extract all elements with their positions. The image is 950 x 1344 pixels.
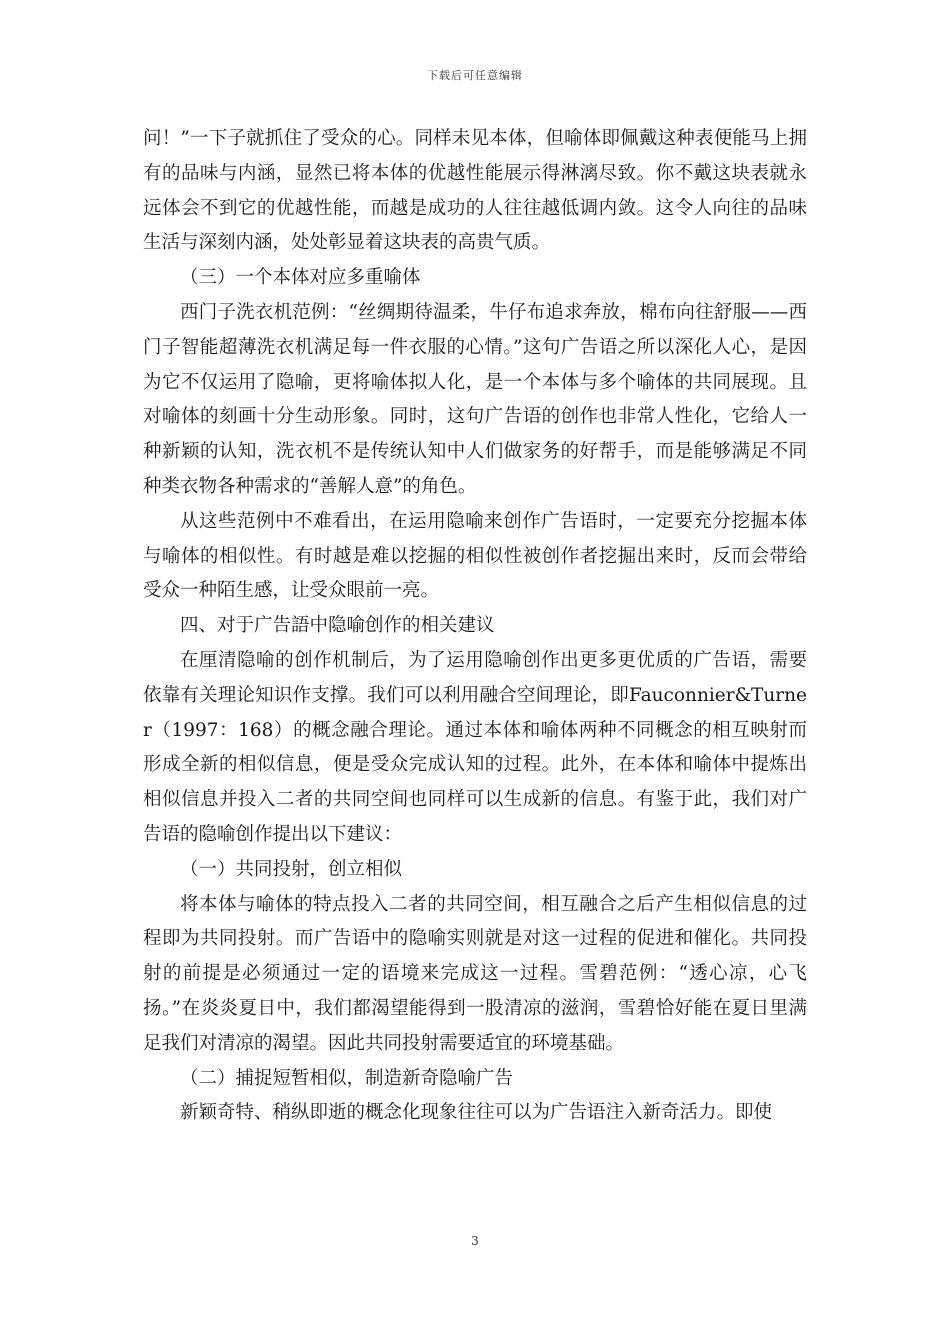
subsection-heading-1: （一）共同投射，创立相似 <box>180 858 403 880</box>
paragraph-summary: 从这些范例中不难看出，在运用隐喻来创作广告语时，一定要充分挖掘本体与喻体的相似性。有时越是难以挖掘的相似性被创作者挖掘出来时，反而会带给受众一种陌生感，让受众眼前一亮。 <box>143 510 807 602</box>
paragraph-projection: 将本体与喻体的特点投入二者的共同空间，相互融合之后产生相似信息的过程即为共同投射。而广告语中的隐喻实则就是对这一过程的促进和催化。共同投射的前提是必须通过一定的语境来完成这一过程。雪碧范例：“透心凉，心飞扬。”在炎炎夏日中，我们都渴望能得到一股清凉的滋润，雪碧恰好能在夏日里满足我们对清凉的渴望。因此共同投射需要适宜的环境基础。 <box>143 893 807 1054</box>
paragraph-continuation: 问！”一下子就抓住了受众的心。同样未见本体，但喻体即佩戴这种表便能马上拥有的品味与内涵，显然已将本体的优越性能展示得淋漓尽致。你不戴这块表就永远体会不到它的优越性能，而越是成功的人往往越低调内敛。这令人向往的品味生活与深刻内涵，处处彰显着这块表的高贵气质。 <box>143 128 807 254</box>
subsection-heading-2: （二）捕捉短暂相似，制造新奇隐喻广告 <box>180 1067 514 1089</box>
page-number: 3 <box>471 1234 479 1248</box>
document-body <box>143 122 807 1131</box>
paragraph-theory: 在厘清隐喻的创作机制后，为了运用隐喻创作出更多更优质的广告语，需要依靠有关理论知识作支撑。我们可以利用融合空间理论，即Fauconnier&Turner（1997：168）的概念融合理论。通过本体和喻体两种不同概念的相互映射而形成全新的相似信息，便是受众完成认知的过程。此外，在本体和喻体中提炼出相似信息并投入二者的共同空间也同样可以生成新的信息。有鉴于此，我们对广告语的隐喻创作提出以下建议： <box>143 649 807 845</box>
section-heading-4: 四、对于广告語中隐喻创作的相关建议 <box>180 615 495 637</box>
paragraph-siemens-example: 西门子洗衣机范例：“丝绸期待温柔，牛仔布追求奔放，棉布向往舒服——西门子智能超薄洗衣机满足每一件衣服的心情。”这句广告语之所以深化人心，是因为它不仅运用了隐喻，更将喻体拟人化，是一个本体与多个喻体的共同展现。且对喻体的刻画十分生动形象。同时，这句广告语的创作也非常人性化，它给人一种新颖的认知，洗衣机不是传统认知中人们做家务的好帮手，而是能够满足不同种类衣物各种需求的“善解人意”的角色。 <box>143 301 807 497</box>
page-header: 下载后可任意编辑 <box>427 69 523 82</box>
section-heading-3: （三）一个本体对应多重喻体 <box>180 267 421 289</box>
paragraph-novelty: 新颖奇特、稍纵即逝的概念化现象往往可以为广告语注入新奇活力。即使 <box>180 1102 773 1124</box>
